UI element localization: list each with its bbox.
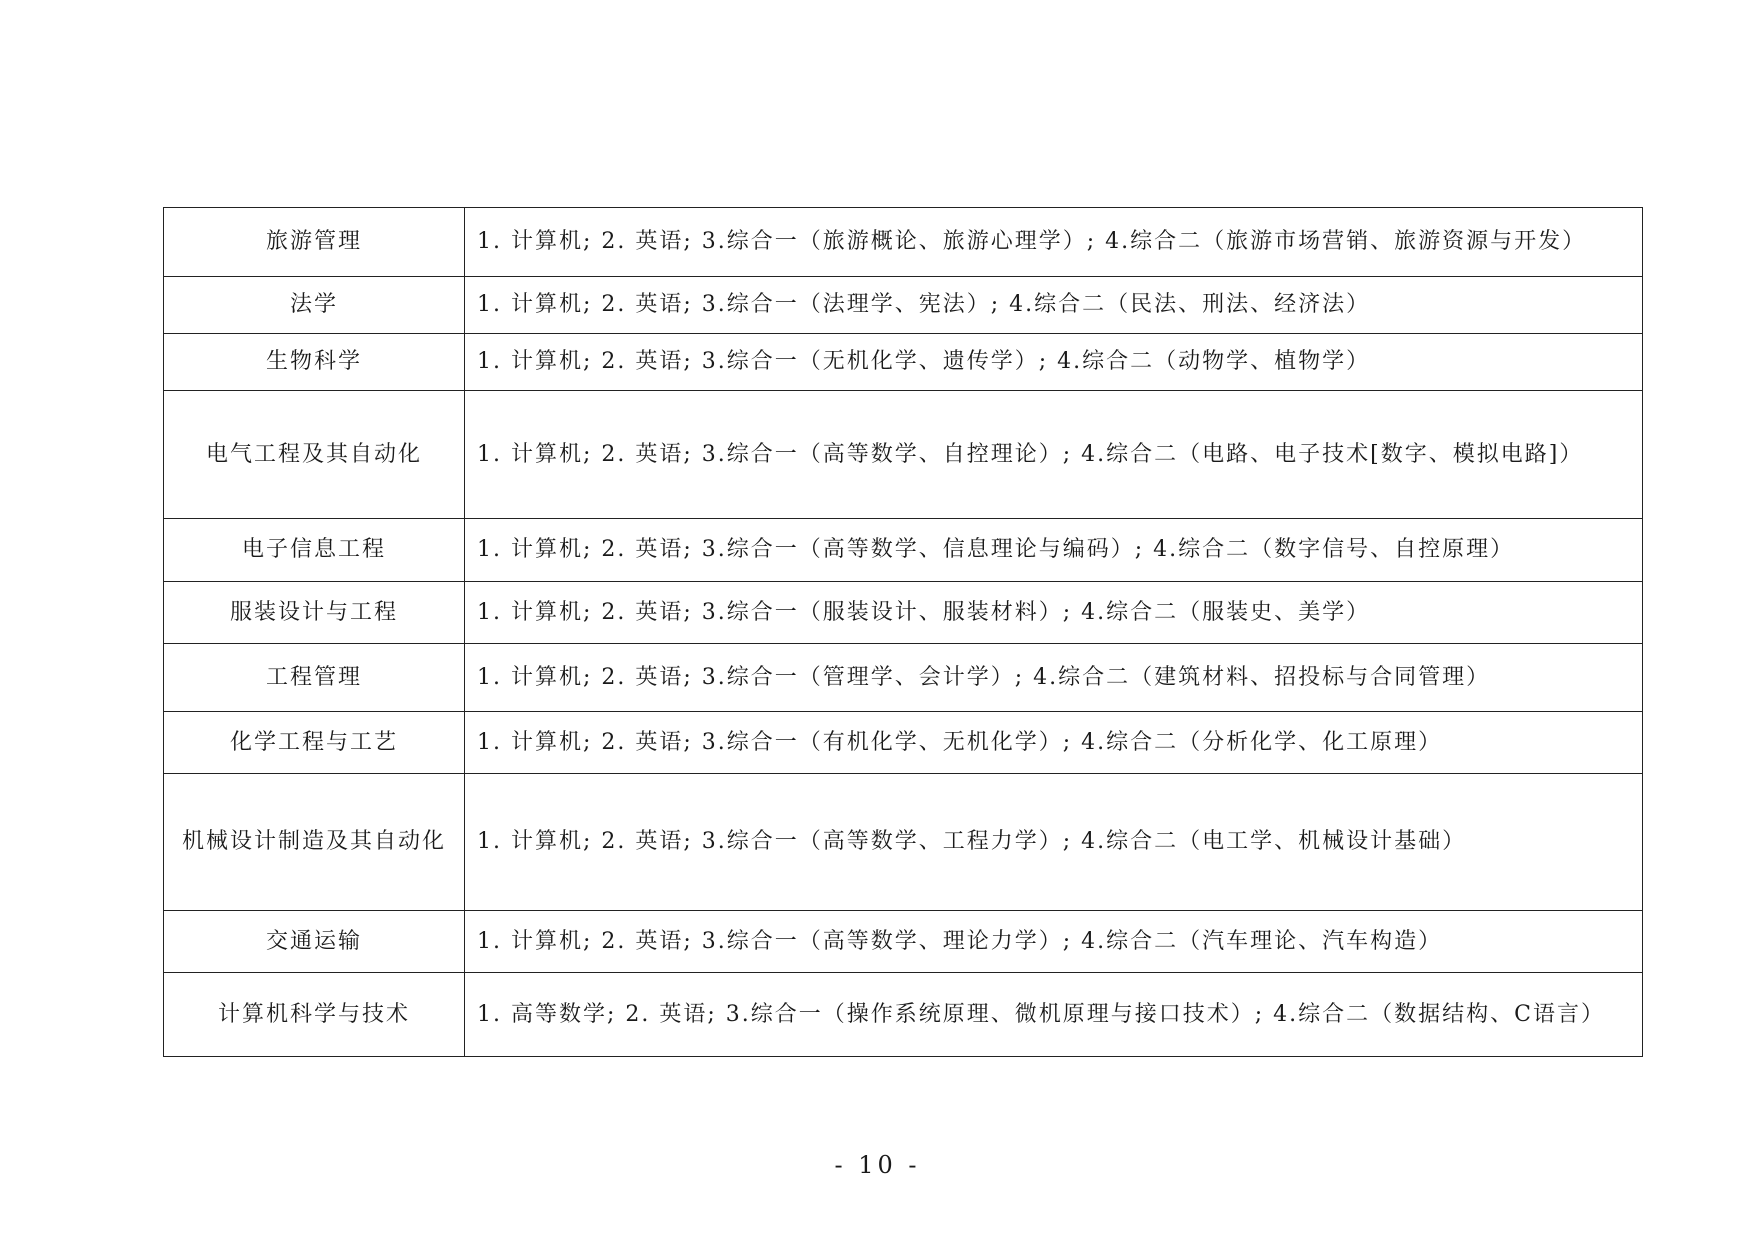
major-cell: 电气工程及其自动化 (164, 391, 465, 519)
table-row (164, 334, 1643, 391)
major-cell: 交通运输 (164, 911, 465, 973)
table-row (164, 277, 1643, 334)
table-row (164, 582, 1643, 644)
major-cell: 生物科学 (164, 334, 465, 391)
subjects-cell: 1. 高等数学; 2. 英语; 3.综合一（操作系统原理、微机原理与接口技术）; 4.综合二（数据结构、C语言） (465, 973, 1643, 1057)
table-row (164, 712, 1643, 774)
page-number: - 10 - (834, 1151, 921, 1179)
subjects-cell: 1. 计算机; 2. 英语; 3.综合一（高等数学、工程力学）; 4.综合二（电工学、机械设计基础） (465, 774, 1643, 911)
exam-subjects-table (163, 207, 1643, 1057)
major-cell: 服装设计与工程 (164, 582, 465, 644)
table-row (164, 644, 1643, 712)
major-cell: 机械设计制造及其自动化 (164, 774, 465, 911)
major-cell: 法学 (164, 277, 465, 334)
major-cell: 化学工程与工艺 (164, 712, 465, 774)
table-row (164, 973, 1643, 1057)
major-cell: 工程管理 (164, 644, 465, 712)
subjects-cell: 1. 计算机; 2. 英语; 3.综合一（高等数学、信息理论与编码）; 4.综合二（数字信号、自控原理） (465, 519, 1643, 582)
table-row (164, 911, 1643, 973)
table-row (164, 774, 1643, 911)
table-row (164, 519, 1643, 582)
major-cell: 旅游管理 (164, 208, 465, 277)
subjects-cell: 1. 计算机; 2. 英语; 3.综合一（管理学、会计学）; 4.综合二（建筑材料、招投标与合同管理） (465, 644, 1643, 712)
major-cell: 电子信息工程 (164, 519, 465, 582)
major-cell: 计算机科学与技术 (164, 973, 465, 1057)
table-row (164, 391, 1643, 519)
subjects-cell: 1. 计算机; 2. 英语; 3.综合一（无机化学、遗传学）; 4.综合二（动物学、植物学） (465, 334, 1643, 391)
table-row (164, 208, 1643, 277)
subjects-cell: 1. 计算机; 2. 英语; 3.综合一（法理学、宪法）; 4.综合二（民法、刑法、经济法） (465, 277, 1643, 334)
subjects-cell: 1. 计算机; 2. 英语; 3.综合一（有机化学、无机化学）; 4.综合二（分析化学、化工原理） (465, 712, 1643, 774)
subjects-cell: 1. 计算机; 2. 英语; 3.综合一（高等数学、自控理论）; 4.综合二（电路、电子技术[数字、模拟电路]） (465, 391, 1643, 519)
subjects-cell: 1. 计算机; 2. 英语; 3.综合一（服装设计、服装材料）; 4.综合二（服装史、美学） (465, 582, 1643, 644)
subjects-cell: 1. 计算机; 2. 英语; 3.综合一（旅游概论、旅游心理学）; 4.综合二（旅游市场营销、旅游资源与开发） (465, 208, 1643, 277)
subjects-cell: 1. 计算机; 2. 英语; 3.综合一（高等数学、理论力学）; 4.综合二（汽车理论、汽车构造） (465, 911, 1643, 973)
